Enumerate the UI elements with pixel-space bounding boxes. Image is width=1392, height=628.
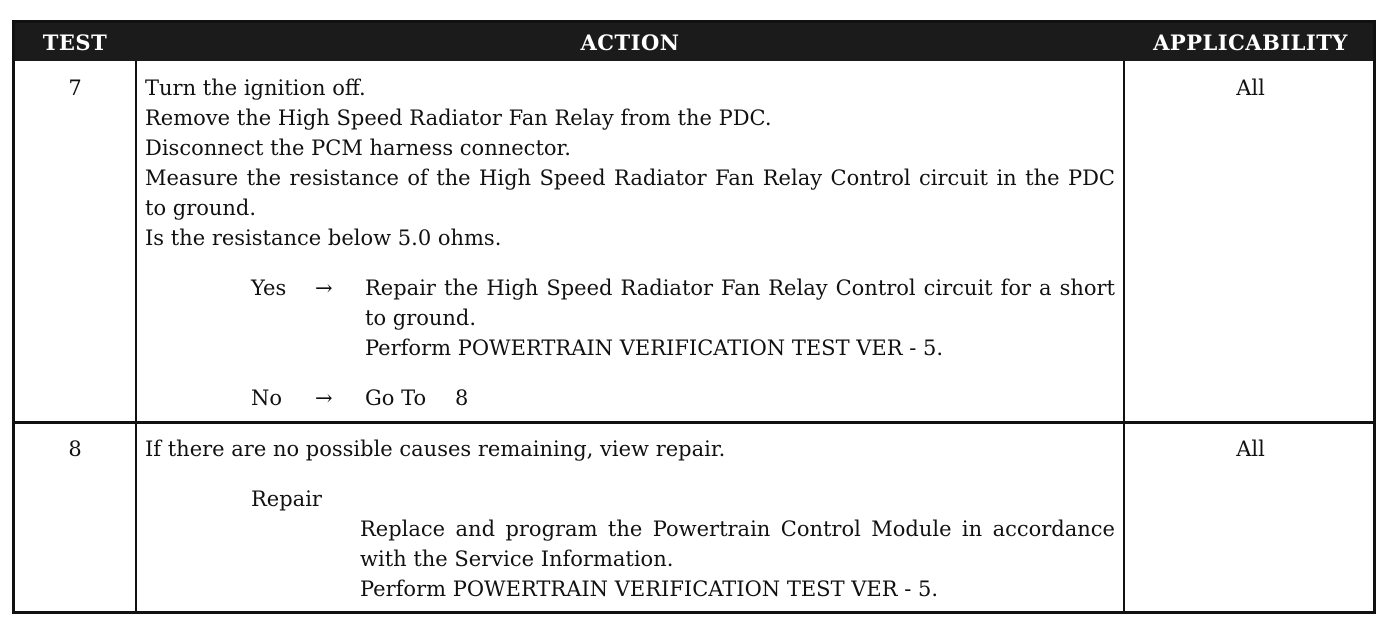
diagnostic-table [12, 20, 1376, 614]
yes-label: Yes [251, 276, 287, 300]
action-question: Is the resistance below 5.0 ohms. [145, 226, 502, 250]
goto-target: 8 [455, 386, 469, 410]
yes-verification: Perform POWERTRAIN VERIFICATION TEST VER - 5. [365, 336, 944, 360]
action-line: Disconnect the PCM harness connector. [145, 136, 571, 160]
action-line: Turn the ignition off. [145, 76, 366, 100]
no-label: No [251, 386, 283, 410]
row-applicability: All [1236, 437, 1265, 461]
repair-verification: Perform POWERTRAIN VERIFICATION TEST VER - 5. [360, 577, 939, 601]
action-line: If there are no possible causes remaining, view repair. [145, 437, 726, 461]
header-test: TEST [42, 30, 108, 55]
action-line: Measure the resistance of the High Speed Radiator Fan Relay Control circuit in the PDC to ground. [145, 166, 1115, 220]
goto-text: Go To [365, 386, 427, 410]
right-arrow-icon: → [315, 386, 333, 410]
action-line: Remove the High Speed Radiator Fan Relay from the PDC. [145, 106, 772, 130]
row-applicability: All [1236, 76, 1265, 100]
header-applicability: APPLICABILITY [1153, 30, 1348, 55]
row-divider [15, 421, 1373, 424]
right-arrow-icon: → [315, 276, 333, 300]
table-header [15, 23, 1373, 61]
column-divider [1123, 61, 1125, 611]
repair-text: Replace and program the Powertrain Control Module in accordance with the Service Information. [360, 517, 1115, 571]
yes-action: Repair the High Speed Radiator Fan Relay Control circuit for a short to ground. [365, 276, 1115, 330]
row-test-number: 8 [68, 437, 82, 461]
column-divider [135, 61, 137, 611]
repair-label: Repair [251, 487, 322, 511]
row-test-number: 7 [68, 76, 82, 100]
header-action: ACTION [580, 30, 680, 55]
